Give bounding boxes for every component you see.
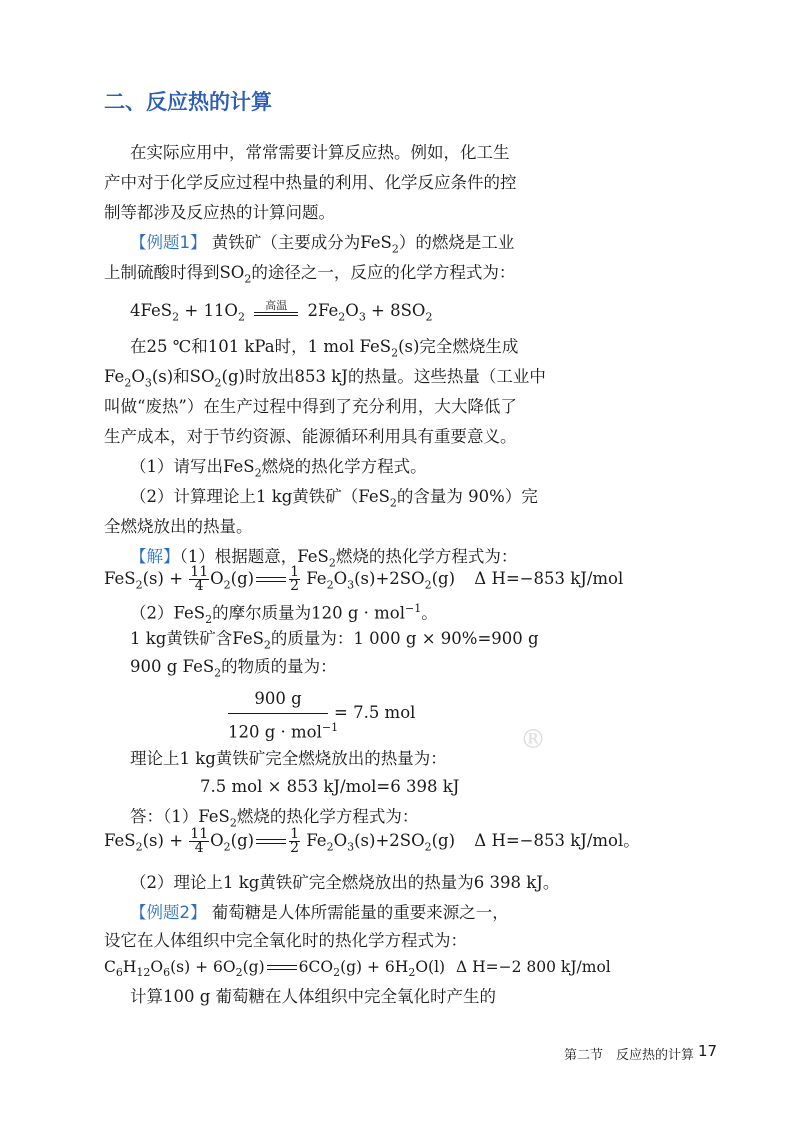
paragraph-line: 叫做“废热”）在生产过程中得到了充分利用，大大降低了 [104, 397, 517, 416]
solution-line: 理论上1 kg黄铁矿完全燃烧放出的热量为： [130, 749, 447, 768]
example1-label: 【例题1】 [130, 233, 207, 252]
example1-line: 【例题1】 黄铁矿（主要成分为FeS$_2$）的燃烧是工业 [130, 233, 515, 256]
solution-label: 【解】 [130, 547, 180, 566]
watermark: ® [520, 725, 546, 755]
solution-line: 【解】（1）根据题意，FeS$_2$燃烧的热化学方程式为： [130, 547, 518, 570]
paragraph-line: 制等都涉及反应热的计算问题。 [104, 203, 335, 222]
question-2-cont: 全燃烧放出的热量。 [104, 517, 253, 536]
page-number: 17 [698, 1042, 718, 1060]
paragraph-line: 生产成本，对于节约资源、能源循环利用具有重要意义。 [104, 427, 517, 446]
example2-line: 设它在人体组织中完全氧化时的热化学方程式为： [104, 931, 467, 950]
paragraph-line: 在实际应用中，常常需要计算反应热。例如，化工生 [130, 143, 510, 162]
answer-line: （2）理论上1 kg黄铁矿完全燃烧放出的热量为6 398 kJ。 [130, 873, 560, 892]
example1-line: 上制硫酸时得到$SO_2$的途径之一，反应的化学方程式为： [104, 263, 516, 286]
question-2: （2）计算理论上1 kg黄铁矿（FeS$_2$的含量为 90%）完 [130, 487, 538, 510]
question-1: （1）请写出FeS$_2$燃烧的热化学方程式。 [130, 457, 427, 480]
glucose-equation: $C_6H_{12}O_6(s) + 6O_2(g) 6CO_2(g) + 6H_2O(l)$ Δ H=−2 800 kJ/mol [104, 958, 611, 980]
footer-section: 第二节 反应热的计算 [564, 1048, 695, 1063]
answer-equation: FeS$_2$(s) + $\frac{11}{4}$ $O_2(g)$ $\frac{1}{2}$ $Fe_2O_3(s)+2SO_2(g)$ Δ H=−853 kJ/mol。 [104, 826, 640, 856]
solution-line: 900 g FeS$_2$的物质的量为： [130, 657, 337, 680]
fraction-result: = 7.5 mol [334, 703, 416, 722]
solution-line: 7.5 mol × 853 kJ/mol=6 398 kJ [200, 777, 460, 796]
paragraph-line: $Fe_2O_3(s)$和$SO_2(g)$时放出853 kJ的热量。这些热量（工业中 [104, 367, 546, 390]
example2-line: 【例题2】 葡萄糖是人体所需能量的重要来源之一， [130, 903, 509, 922]
answer-line: 答：（1）FeS$_2$燃烧的热化学方程式为： [130, 807, 419, 830]
section-title: 二、反应热的计算 [104, 90, 272, 114]
condition-arrow: 高温 [254, 301, 298, 323]
example2-label: 【例题2】 [130, 903, 207, 922]
solution-line: 1 kg黄铁矿含FeS$_2$的质量为：1 000 g × 90%=900 g [130, 629, 539, 652]
reaction-equation: $4FeS_2 + 11O_2$ 高温 $2Fe_2O_3 + 8SO_2$ [130, 298, 433, 324]
paragraph-line: 在25 ℃和101 kPa时，1 mol FeS$_2$(s)完全燃烧生成 [130, 337, 519, 360]
paragraph-line: 产中对于化学反应过程中热量的利用、化学反应条件的控 [104, 173, 517, 192]
thermochemical-equation: FeS$_2$(s) + $\frac{11}{4}$ $O_2(g)$ $\frac{1}{2}$ $Fe_2O_3(s)+2SO_2(g)$ Δ H=−853 kJ/mol [104, 564, 624, 594]
fraction-calculation: 900 g 120 g · mol$^{-1}$ [228, 689, 339, 742]
solution-line: （2）FeS$_2$的摩尔质量为120 g · mol$^{-1}$。 [130, 602, 438, 626]
example2-line: 计算100 g 葡萄糖在人体组织中完全氧化时产生的 [130, 987, 497, 1006]
